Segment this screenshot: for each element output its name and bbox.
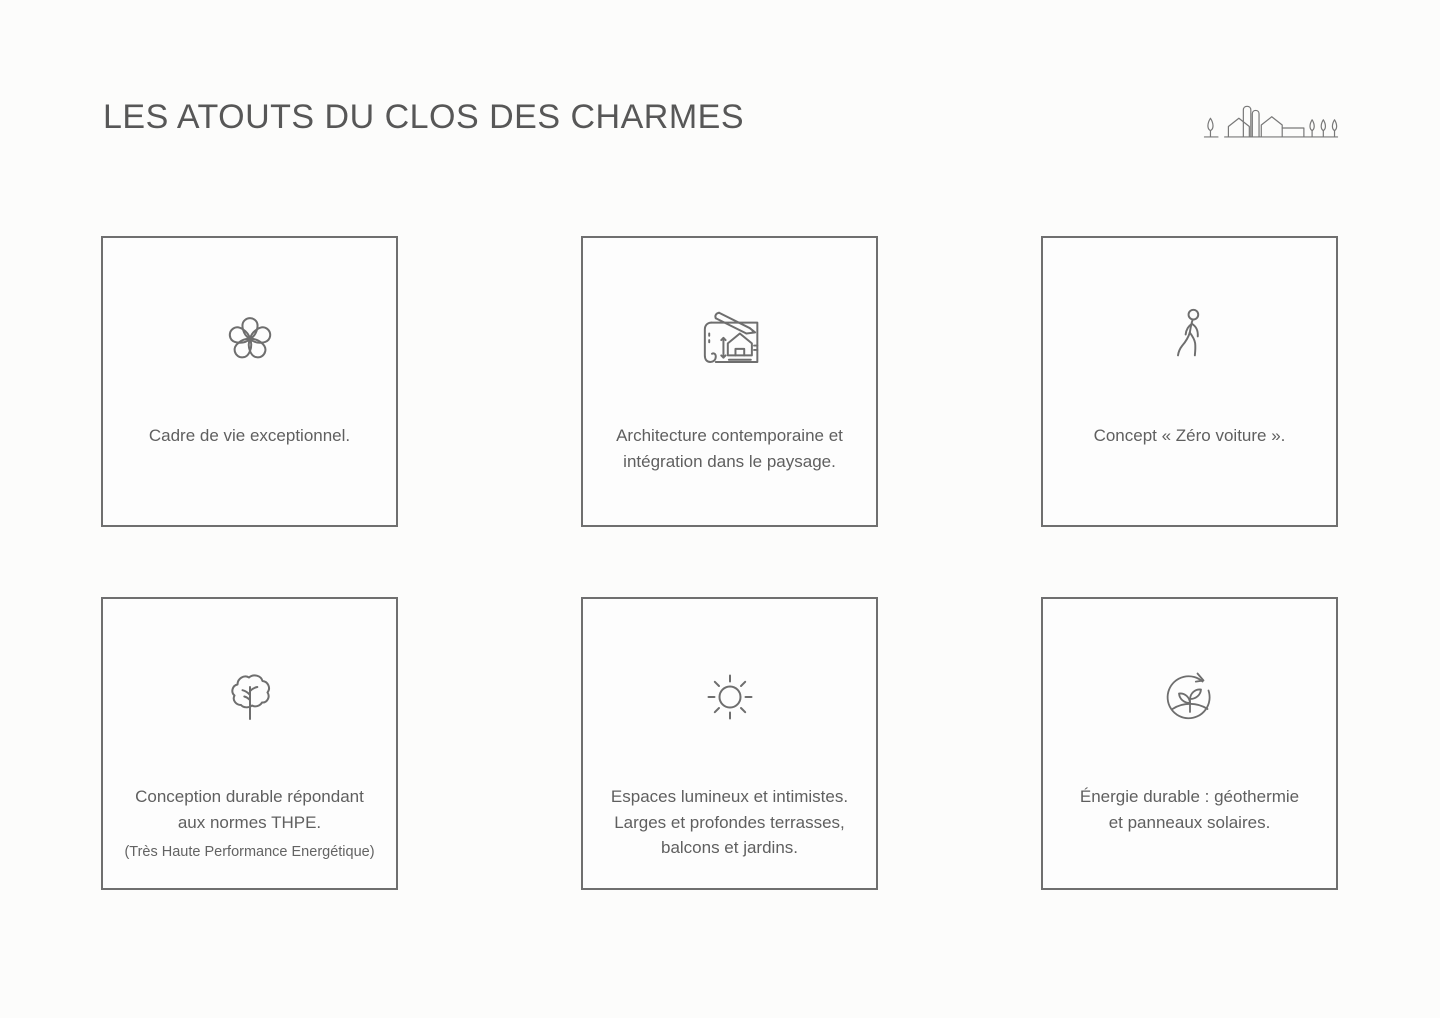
skyline-logo-svg <box>1200 96 1342 154</box>
card-text-line: Espaces lumineux et intimistes. <box>610 787 849 806</box>
card-text-line: Concept « Zéro voiture ». <box>1093 426 1286 445</box>
page-title: LES ATOUTS DU CLOS DES CHARMES <box>103 98 744 136</box>
card-text <box>1053 784 1326 835</box>
pedestrian-walking-icon <box>1043 304 1336 366</box>
tree-icon <box>103 665 396 729</box>
card-text <box>113 784 386 866</box>
card-text-line: aux normes THPE. <box>177 812 322 832</box>
card-text-line: Énergie durable : géothermie <box>1079 787 1300 806</box>
eco-cycle-sprout-icon <box>1043 665 1336 729</box>
card-text-line: Conception durable répondant <box>135 787 364 806</box>
card-architecture <box>581 236 878 527</box>
card-conception-durable <box>101 597 398 890</box>
card-energie-durable <box>1041 597 1338 890</box>
card-text <box>113 423 386 449</box>
blueprint-house-pencil-icon <box>583 304 876 374</box>
card-zero-voiture <box>1041 236 1338 527</box>
card-text-line: Architecture contemporaine et <box>616 426 843 445</box>
flower-icon <box>103 304 396 368</box>
card-text-line: et panneaux solaires. <box>1108 812 1271 832</box>
card-text <box>1053 423 1326 449</box>
card-text-line: Cadre de vie exceptionnel. <box>148 426 351 445</box>
card-text-line: intégration dans le paysage. <box>623 451 836 471</box>
card-cadre-de-vie <box>101 236 398 527</box>
card-text <box>593 784 866 861</box>
card-text-line: Larges et profondes terrasses, <box>614 812 845 832</box>
card-text-note: (Très Haute Performance Energétique) <box>124 844 375 860</box>
card-text <box>593 423 866 474</box>
sun-icon <box>583 665 876 729</box>
card-espaces-lumineux <box>581 597 878 890</box>
skyline-houses-trees-icon <box>1200 96 1342 154</box>
card-text-line: balcons et jardins. <box>660 838 799 857</box>
